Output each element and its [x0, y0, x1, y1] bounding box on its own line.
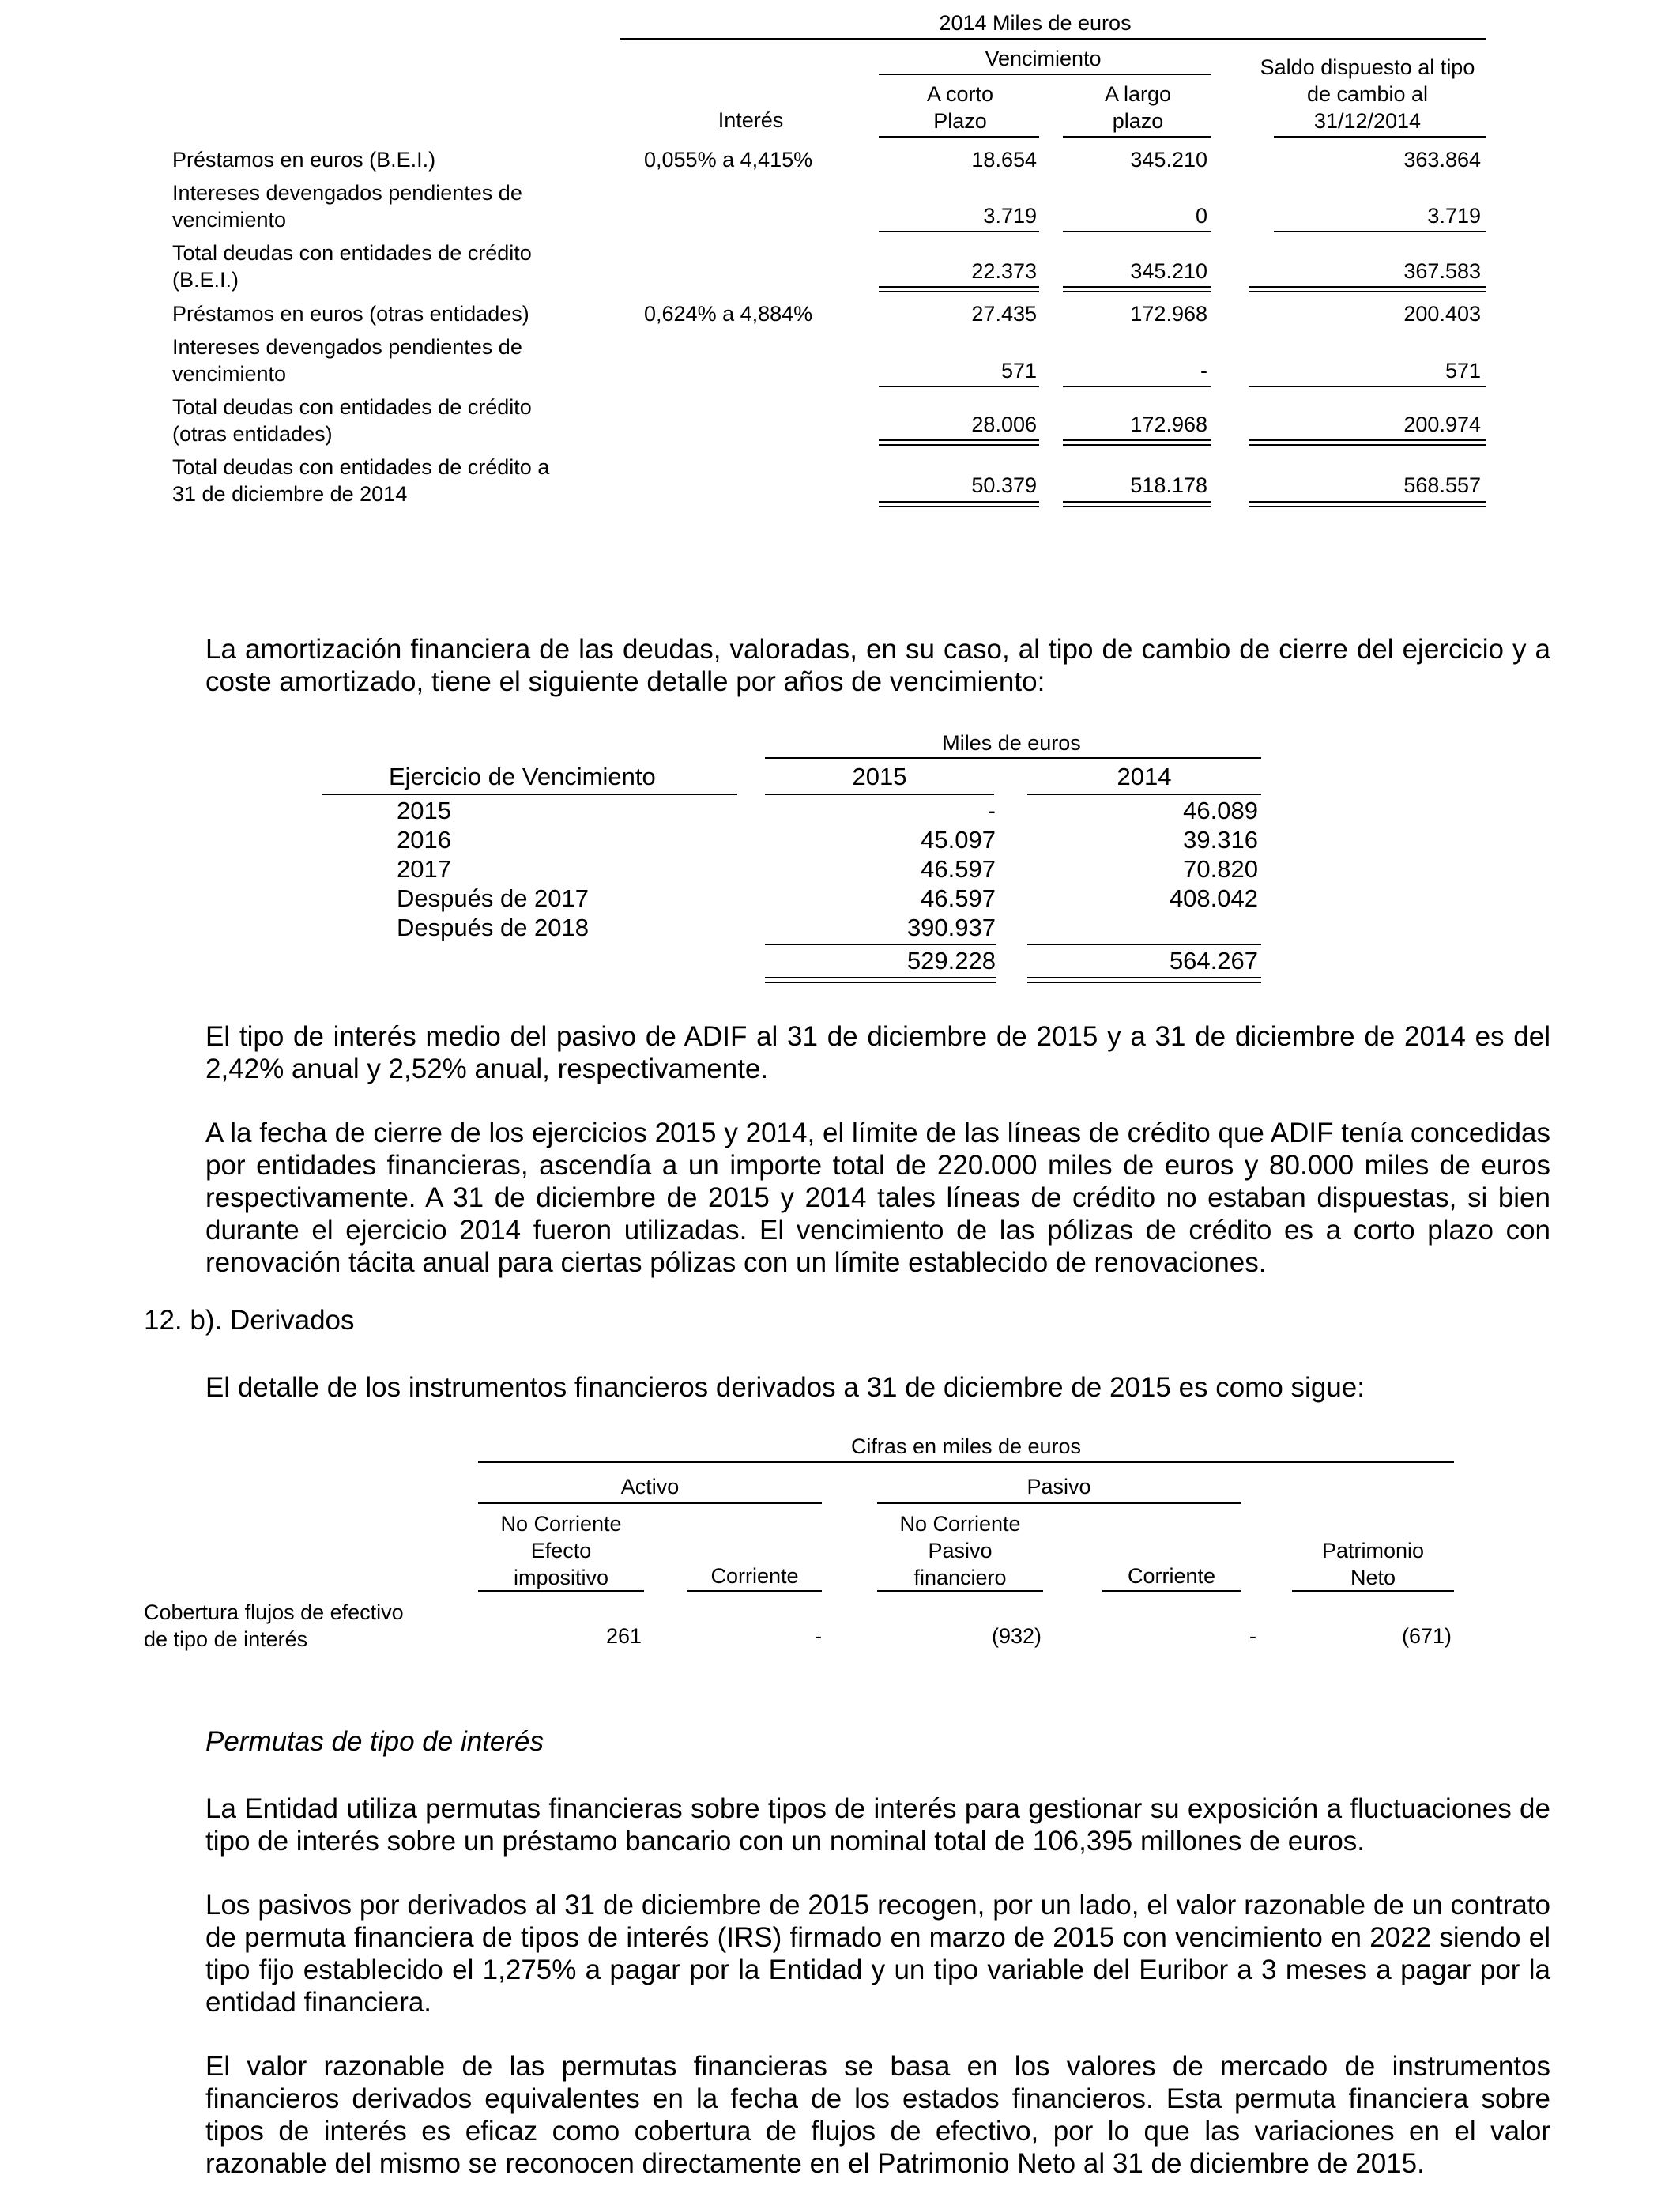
row-corto: 28.006	[971, 413, 1037, 436]
row-largo: 345.210	[1130, 148, 1207, 172]
double-rule	[879, 501, 1039, 507]
row-largo: 0	[1195, 204, 1207, 228]
rule	[1063, 231, 1211, 232]
row-label: Total deudas con entidades de crédito (B.E.I.)	[172, 241, 532, 292]
row-corto: 571	[1000, 359, 1037, 383]
table3-rule-activo	[478, 1502, 822, 1504]
double-rule	[1249, 439, 1486, 446]
rule	[1292, 1590, 1454, 1592]
table2-rule-2015	[765, 794, 994, 795]
row-largo: 172.968	[1130, 302, 1207, 326]
row-value-patrimonio: (671)	[1401, 1624, 1452, 1648]
table2-header-2015: 2015	[852, 763, 907, 790]
row-label: Préstamos en euros (otras entidades)	[172, 302, 529, 326]
table2-rule-2014	[1027, 794, 1261, 795]
row-2014: 46.089	[1183, 797, 1258, 824]
row-value-efecto: 261	[605, 1624, 642, 1648]
table2-header-top: Miles de euros	[942, 731, 1081, 755]
row-value-corriente-activo: -	[815, 1624, 822, 1648]
table3-col-patrimonio-neto: Patrimonio Neto	[1321, 1539, 1425, 1589]
rule	[687, 1590, 822, 1592]
table1-rule-header-largo	[1063, 136, 1211, 138]
row-corto: 3.719	[983, 204, 1037, 228]
rule	[1274, 231, 1486, 232]
row-saldo: 571	[1445, 359, 1481, 383]
row-corto: 22.373	[971, 259, 1037, 283]
row-saldo: 363.864	[1403, 148, 1481, 172]
rule	[1249, 386, 1486, 387]
rule	[1102, 1590, 1241, 1592]
row-2015: 45.097	[921, 826, 996, 854]
table1-header-corto: A corto Plazo	[926, 82, 994, 133]
row-2014: 39.316	[1183, 826, 1258, 854]
row-largo: 518.178	[1130, 473, 1207, 497]
rule	[1063, 386, 1211, 387]
table3-col-no-corriente-pasivo: No Corriente Pasivo financiero	[899, 1512, 1021, 1589]
row-label: Cobertura flujos de efectivo de tipo de interés	[144, 1600, 404, 1651]
double-rule	[1063, 439, 1211, 446]
table3-col-corriente-activo: Corriente	[710, 1564, 799, 1588]
row-largo: 345.210	[1130, 259, 1207, 283]
paragraph-detalle-derivados: El detalle de los instrumentos financieros derivados a 31 de diciembre de 2015 es como sigue:	[205, 1372, 1365, 1403]
double-rule	[1063, 501, 1211, 507]
total-2014: 564.267	[1169, 947, 1258, 974]
paragraph-permutas: La Entidad utiliza permutas financieras sobre tipos de interés para gestionar su exposición a fluctuaciones de tipo de interés sobre un préstamo bancario con un nominal total de 106,395 millones de euros.	[205, 1793, 1550, 1857]
table3-col-corriente-pasivo: Corriente	[1127, 1564, 1216, 1588]
paragraph-valor-razonable: El valor razonable de las permutas financieras se basa en los valores de mercado de instrumentos financieros derivados equivalentes en la fecha de los estados financieros. Esta permuta financiera sobre tipos de interés es eficaz como cobertura de flujos de efectivo, por lo que las variaciones en el valor razonable del mismo se reconocen directamente en el Patrimonio Neto al 31 de diciembre de 2015.	[205, 2051, 1550, 2179]
double-rule	[879, 286, 1039, 292]
table1-rule-header-corto	[879, 136, 1039, 138]
row-corto: 27.435	[971, 302, 1037, 326]
row-label: 2016	[397, 826, 451, 854]
row-2015: 46.597	[921, 855, 996, 883]
table1-header-vencimiento: Vencimiento	[985, 47, 1102, 70]
row-label: 2015	[397, 797, 451, 824]
row-saldo: 200.974	[1403, 413, 1481, 436]
table2-rule-top	[765, 757, 1261, 759]
double-rule	[1249, 286, 1486, 292]
row-2014: 70.820	[1183, 855, 1258, 883]
row-label: Después de 2018	[397, 914, 590, 941]
row-2015: 46.597	[921, 884, 996, 912]
double-rule	[1249, 501, 1486, 507]
table3-rule-pasivo	[877, 1502, 1241, 1504]
rule	[877, 1590, 1043, 1592]
double-rule	[1027, 977, 1261, 983]
row-label: Total deudas con entidades de crédito (otras entidades)	[172, 395, 532, 446]
row-2015: -	[987, 797, 996, 824]
row-largo: 172.968	[1130, 413, 1207, 436]
table1-header-largo: A largo plazo	[1104, 82, 1172, 133]
table1-header-interes: Interés	[718, 108, 784, 132]
section-heading-derivados: 12. b). Derivados	[144, 1305, 355, 1336]
table3-header-pasivo: Pasivo	[1026, 1475, 1091, 1498]
table2-rule-sum-2014	[1027, 944, 1261, 945]
table1-rule-header-saldo	[1274, 136, 1486, 138]
row-label: Intereses devengados pendientes de vencimiento	[172, 335, 522, 386]
rule	[879, 231, 1039, 232]
table2-rule-sum-2015	[765, 944, 996, 945]
row-corto: 18.654	[971, 148, 1037, 172]
row-label: Préstamos en euros (B.E.I.)	[172, 148, 436, 172]
table3-header-activo: Activo	[620, 1475, 680, 1498]
row-interes: 0,055% a 4,415%	[644, 148, 813, 172]
table2-header-2014: 2014	[1117, 763, 1172, 790]
table3-rule-top	[478, 1461, 1454, 1463]
row-interes: 0,624% a 4,884%	[644, 302, 813, 326]
table1-rule-top	[620, 38, 1486, 40]
row-saldo: 568.557	[1403, 473, 1481, 497]
table3-col-no-corriente-efecto: No Corriente Efecto impositivo	[500, 1512, 622, 1589]
row-value-pasivo-financiero: (932)	[991, 1624, 1042, 1648]
table1-header-top: 2014 Miles de euros	[939, 11, 1132, 35]
double-rule	[879, 439, 1039, 446]
row-saldo: 200.403	[1403, 302, 1481, 326]
row-label: 2017	[397, 855, 451, 883]
total-2015: 529.228	[906, 947, 996, 974]
table3-header-top: Cifras en miles de euros	[850, 1434, 1082, 1458]
row-largo: -	[1200, 359, 1207, 383]
table1-header-saldo: Saldo dispuesto al tipo de cambio al 31/12/2014	[1260, 55, 1475, 133]
row-label: Intereses devengados pendientes de vencimiento	[172, 181, 522, 232]
double-rule	[765, 977, 996, 983]
row-value-corriente-pasivo: -	[1249, 1624, 1256, 1648]
row-2014: 408.042	[1169, 884, 1258, 912]
paragraph-lineas-credito: A la fecha de cierre de los ejercicios 2015 y 2014, el límite de las líneas de crédito que ADIF tenía concedidas por entidades financieras, ascendía a un importe total de 220.000 miles de euros y 80.000 miles de euros respectivamente. A 31 de diciembre de 2015 y 2014 tales líneas de crédito no estaban dispuestas, si bien durante el ejercicio 2014 fueron utilizadas. El vencimiento de las pólizas de crédito es a corto plazo con renovación tácita anual para ciertas pólizas con un límite establecido de renovaciones.	[205, 1118, 1550, 1278]
row-saldo: 3.719	[1427, 204, 1481, 228]
row-label: Después de 2017	[397, 884, 590, 912]
rule	[478, 1590, 644, 1592]
paragraph-pasivos-derivados: Los pasivos por derivados al 31 de diciembre de 2015 recogen, por un lado, el valor razonable de un contrato de permuta financiera de tipos de interés (IRS) firmado en marzo de 2015 con vencimiento en 2022 siendo el tipo fijo establecido el 1,275% a pagar por la Entidad y un tipo variable del Euribor a 3 meses a pagar por la entidad financiera.	[205, 1890, 1550, 2018]
paragraph-amortizacion: La amortización financiera de las deudas, valoradas, en su caso, al tipo de cambio de cierre del ejercicio y a coste amortizado, tiene el siguiente detalle por años de vencimiento:	[205, 634, 1550, 697]
rule	[879, 386, 1039, 387]
row-2015: 390.937	[906, 914, 996, 941]
double-rule	[1063, 286, 1211, 292]
table2-rule-label	[322, 794, 737, 795]
table1-rule-vencimiento	[879, 74, 1211, 75]
paragraph-tipo-interes: El tipo de interés medio del pasivo de ADIF al 31 de diciembre de 2015 y a 31 de diciembre de 2014 es del 2,42% anual y 2,52% anual, respectivamente.	[205, 1021, 1550, 1084]
subtitle-permutas: Permutas de tipo de interés	[205, 1726, 544, 1757]
row-label: Total deudas con entidades de crédito a 31 de diciembre de 2014	[172, 455, 550, 506]
table2-header-label: Ejercicio de Vencimiento	[389, 763, 656, 790]
row-saldo: 367.583	[1403, 259, 1481, 283]
row-corto: 50.379	[971, 473, 1037, 497]
